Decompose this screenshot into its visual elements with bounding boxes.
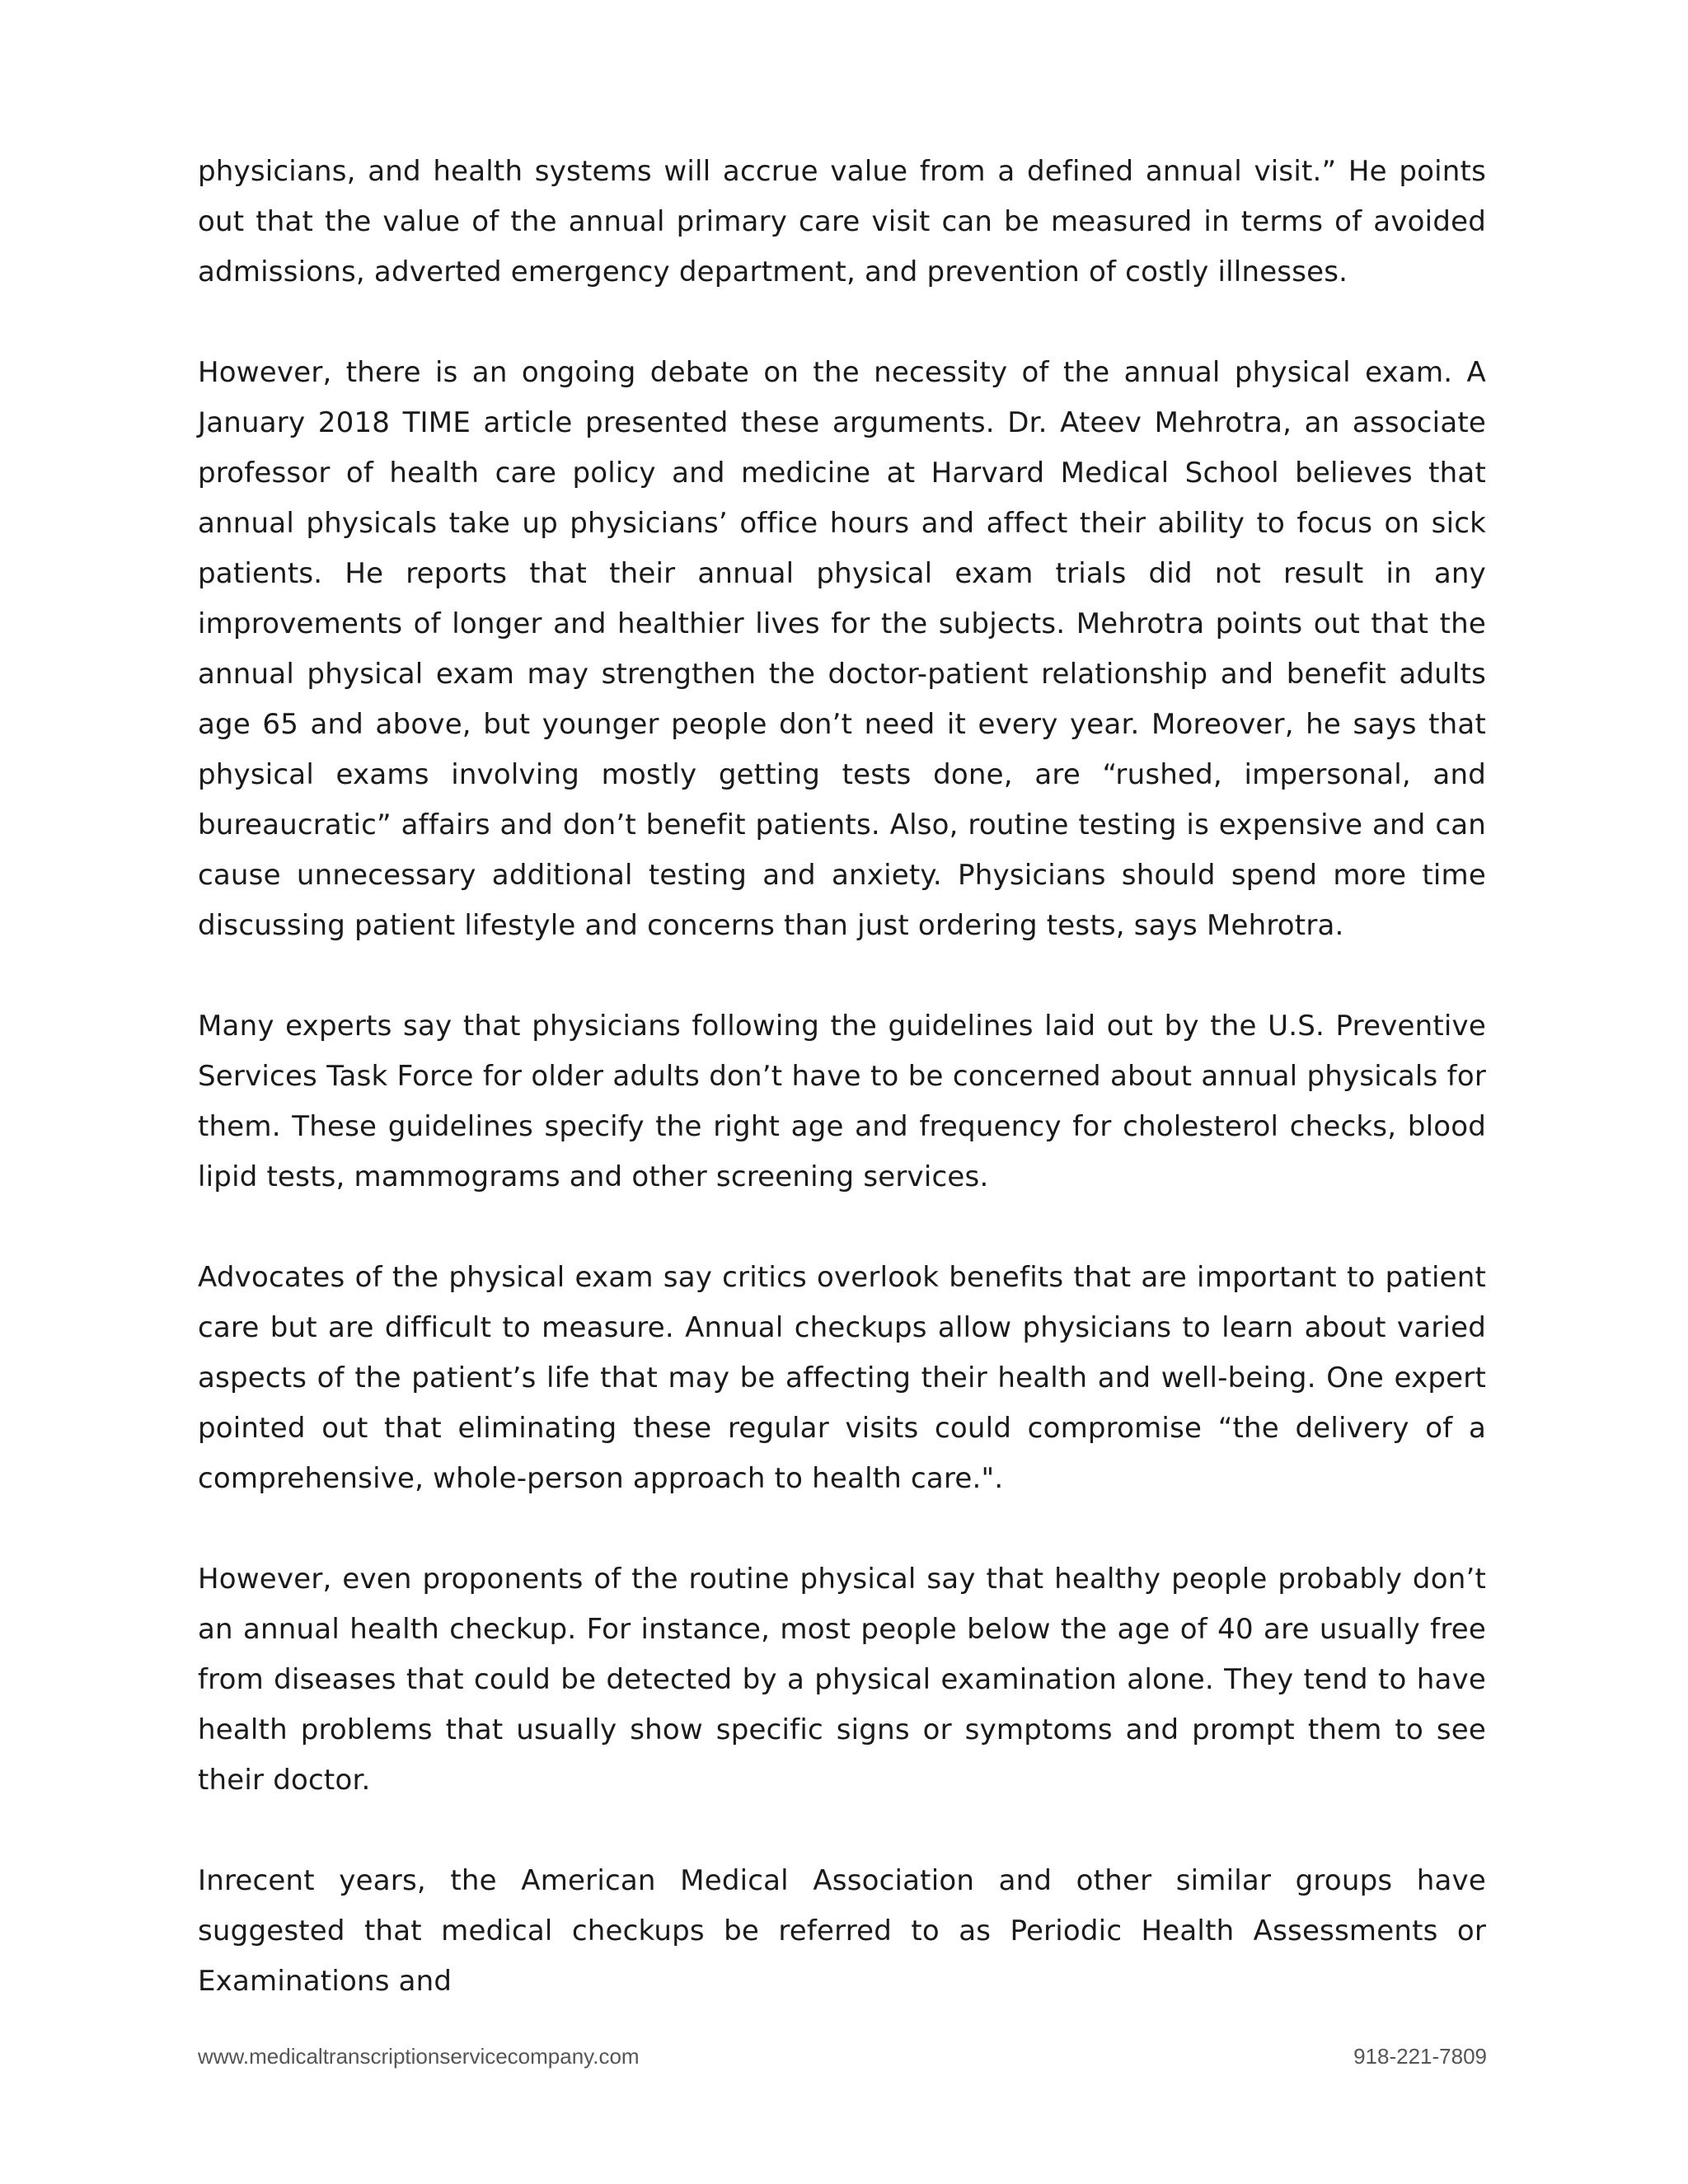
paragraph-5: However, even proponents of the routine physical say that healthy people probably don’t an annual health checkup. For instance, most people below the age of 40 are usually free from diseases that could be detected by a physical examination alone. They tend to have health problems that usually show specific signs or symptoms and prompt them to see their doctor. (198, 1563, 1486, 1797)
paragraph-2: However, there is an ongoing debate on the necessity of the annual physical exam. A January 2018 TIME article presented these arguments. Dr. Ateev Mehrotra, an associate professor of health care policy and medicine at Harvard Medical School believes that annual physicals take up physicians’ office hours and affect their ability to focus on sick patients. He reports that their annual physical exam trials did not result in any improvements of longer and healthier lives for the subjects. Mehrotra points out that the annual physical exam may strengthen the doctor-patient relationship and benefit adults age 65 and above, but younger people don’t need it every year. Moreover, he says that physical exams involving mostly getting tests done, are “rushed, impersonal, and bureaucratic” affairs and don’t benefit patients. Also, routine testing is expensive and can cause unnecessary additional testing and anxiety. Physicians should spend more time discussing patient lifestyle and concerns than just ordering tests, says Mehrotra. (198, 356, 1486, 942)
footer-website: www.medicaltranscriptionservicecompany.com (198, 2044, 640, 2069)
paragraph-3: Many experts say that physicians following the guidelines laid out by the U.S. Preventive Services Task Force for older adults don’t have to be concerned about annual physicals for them. These guidelines specify the right age and frequency for cholesterol checks, blood lipid tests, mammograms and other screening services. (198, 1010, 1486, 1193)
body-text (198, 147, 1486, 2057)
paragraph-1: physicians, and health systems will accrue value from a defined annual visit.” He points out that the value of the annual primary care visit can be measured in terms of avoided admissions, adverted emergency department, and prevention of costly illnesses. (198, 155, 1486, 288)
paragraph-4: Advocates of the physical exam say critics overlook benefits that are important to patient care but are difficult to measure. Annual checkups allow physicians to learn about varied aspects of the patient’s life that may be affecting their health and well-being. One expert pointed out that eliminating these regular visits could compromise “the delivery of a comprehensive, whole-person approach to health care.". (198, 1261, 1486, 1495)
paragraph-6: Inrecent years, the American Medical Association and other similar groups have suggested that medical checkups be referred to as Periodic Health Assessments or Examinations and (198, 1864, 1486, 1998)
footer-phone: 918-221-7809 (1353, 2044, 1487, 2069)
